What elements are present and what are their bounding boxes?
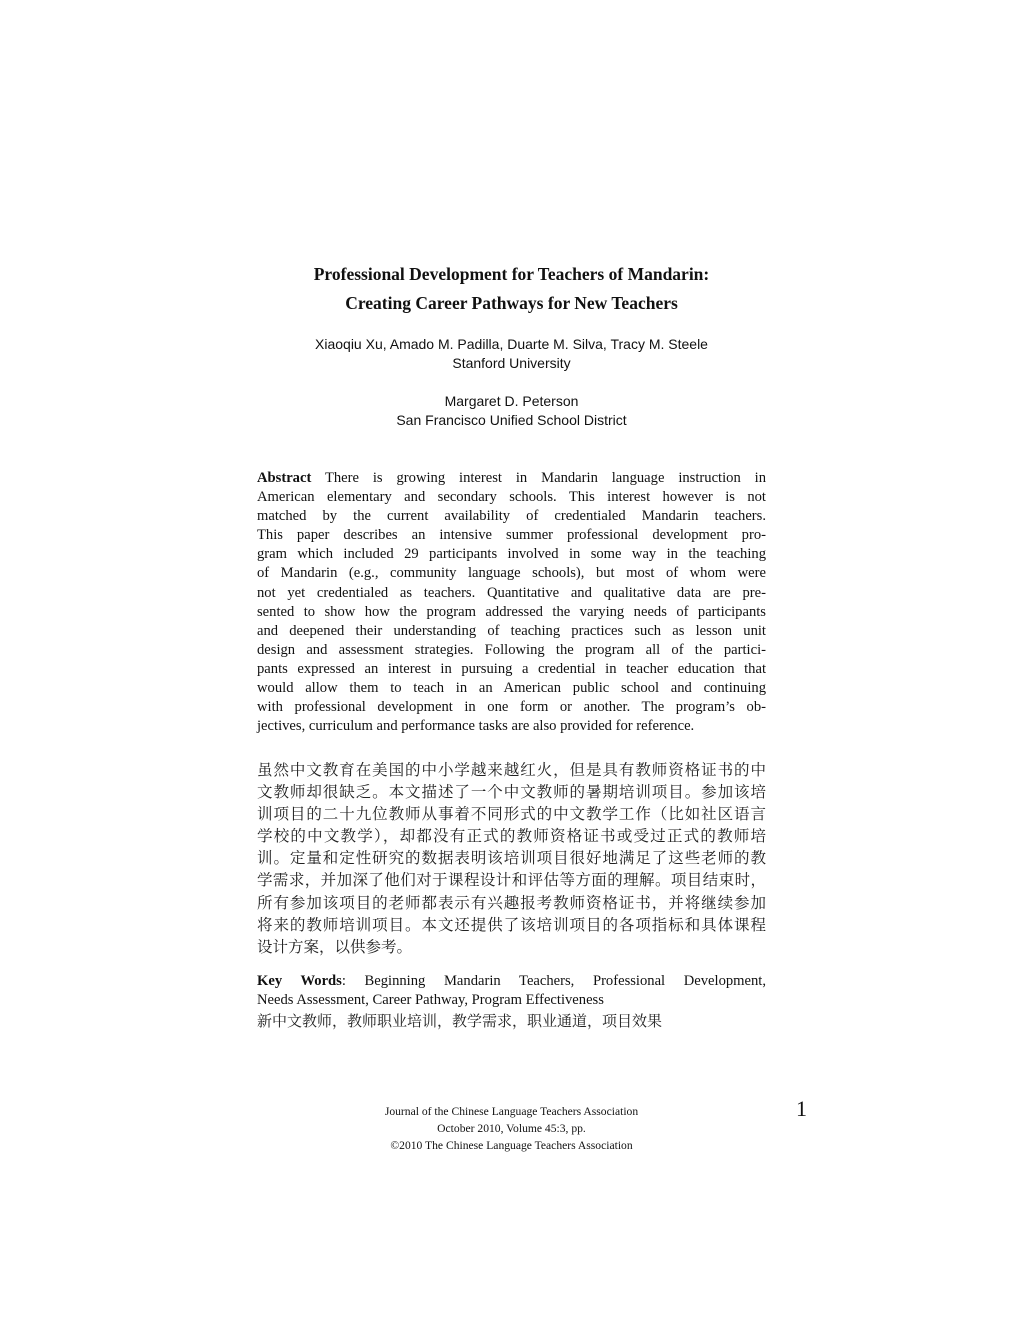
abstract-line: sented to show how the program addressed the varying needs of participants	[257, 603, 766, 620]
abstract-line: of Mandarin (e.g., community language schools), but most of whom were	[257, 565, 766, 582]
author-names: Margaret D. Peterson	[444, 393, 579, 409]
abstract-line: with professional development in one form or another. The program’s ob-	[257, 699, 766, 716]
abstract-zh-line: 所有参加该项目的老师都表示有兴趣报考教师资格证书，并将继续参加	[257, 893, 766, 912]
abstract-zh-line: 训项目的二十九位教师从事着不同形式的中文教学工作（比如社区语言	[257, 805, 766, 824]
author-affiliation: San Francisco Unified School District	[396, 412, 627, 428]
author-block-stanford	[257, 335, 766, 373]
journal-footer	[257, 1104, 766, 1154]
abstract-zh-line: 虽然中文教育在美国的中小学越来越红火，但是具有教师资格证书的中	[257, 761, 766, 779]
abstract-label: Abstract	[257, 470, 312, 486]
abstract-line: This paper describes an intensive summer professional development pro-	[257, 527, 766, 544]
title-line-2: Creating Career Pathways for New Teachers	[345, 293, 678, 313]
abstract-zh-line: 学需求，并加深了他们对于课程设计和评估等方面的理解。项目结束时，	[257, 871, 766, 890]
author-block-sfusd	[257, 392, 766, 430]
abstract-line: not yet credentialed as teachers. Quantitative and qualitative data are pre-	[257, 584, 766, 601]
abstract-line: would allow them to teach in an American public school and continuing	[257, 680, 766, 697]
abstract-zh-line: 设计方案，以供参考。	[257, 937, 413, 956]
keywords-label: Key Words	[257, 973, 342, 989]
abstract-chinese	[257, 759, 766, 958]
title-line-1: Professional Development for Teachers of Mandarin:	[313, 264, 710, 284]
abstract-zh-line: 学校的中文教学），却都没有正式的教师资格证书或受过正式的教师培	[257, 827, 766, 846]
abstract-line: jectives, curriculum and performance tasks are also provided for reference.	[257, 718, 695, 735]
journal-name: Journal of the Chinese Language Teachers Association	[384, 1105, 639, 1118]
paper-title	[257, 260, 766, 318]
abstract-zh-line: 训。定量和定性研究的数据表明该培训项目很好地满足了这些老师的教	[257, 849, 766, 868]
author-affiliation: Stanford University	[452, 355, 571, 371]
journal-issue: October 2010, Volume 45:3, pp.	[437, 1121, 586, 1135]
keywords-chinese: 新中文教师，教师职业培训，教学需求，职业通道，项目效果	[257, 1012, 663, 1031]
abstract-english	[257, 469, 766, 736]
page-number: 1	[796, 1096, 807, 1121]
keywords-block	[257, 972, 766, 1032]
abstract-zh-line: 文教师却很缺乏。本文描述了一个中文教师的暑期培训项目。参加该培	[257, 783, 766, 802]
abstract-line: gram which included 29 participants involved in some way in the teaching	[257, 546, 766, 563]
abstract-zh-line: 将来的教师培训项目。本文还提供了该培训项目的各项指标和具体课程	[257, 915, 766, 934]
abstract-line: pants expressed an interest in pursuing a credential in teacher education that	[257, 660, 766, 677]
keywords-line: Needs Assessment, Career Pathway, Program Effectiveness	[257, 992, 604, 1009]
abstract-line: American elementary and secondary schools. This interest however is not	[257, 489, 766, 506]
abstract-line: design and assessment strategies. Following the program all of the partici-	[257, 641, 766, 658]
abstract-line: and deepened their understanding of teaching practices such as lesson unit	[257, 622, 766, 639]
abstract-line: Abstract There is growing interest in Mandarin language instruction in	[257, 470, 766, 486]
author-names: Xiaoqiu Xu, Amado M. Padilla, Duarte M. Silva, Tracy M. Steele	[315, 336, 708, 352]
keywords-line: Key Words: Beginning Mandarin Teachers, Professional Development,	[257, 973, 766, 989]
copyright-notice: ©2010 The Chinese Language Teachers Association	[390, 1138, 633, 1152]
abstract-line: matched by the current availability of credentialed Mandarin teachers.	[257, 508, 766, 525]
